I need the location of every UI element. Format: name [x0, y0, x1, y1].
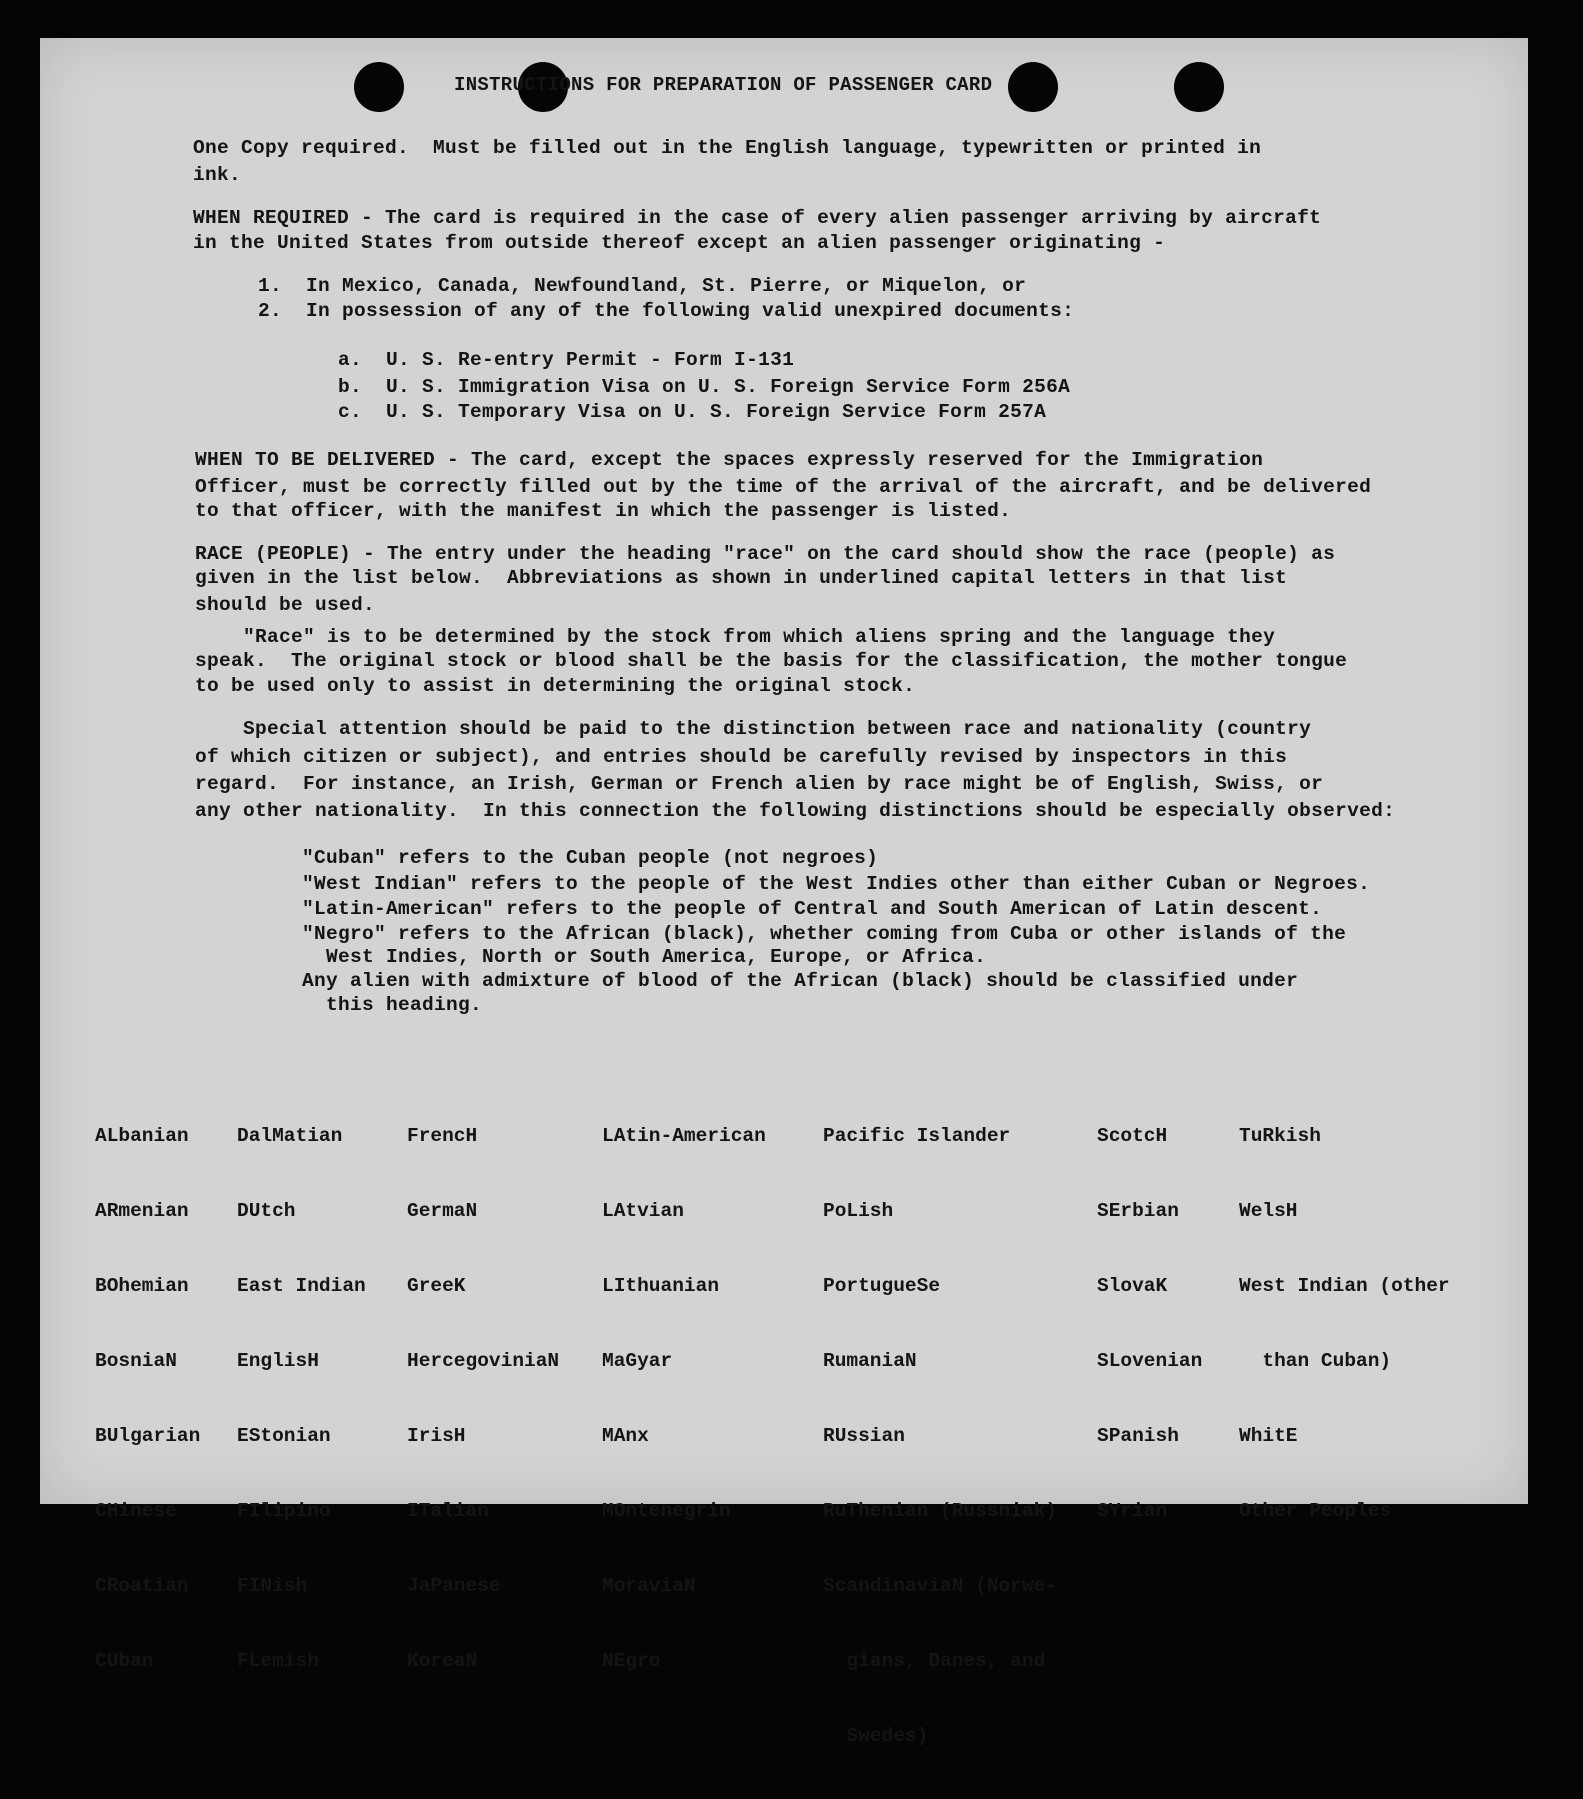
- race-entry: SErbian: [1097, 1200, 1179, 1222]
- race-column: [823, 1074, 1057, 1799]
- special-attention-line: of which citizen or subject), and entries should be carefully revised by inspectors in this: [195, 746, 1288, 768]
- race-entry: MAnx: [602, 1425, 649, 1447]
- race-entry: SLovenian: [1097, 1350, 1203, 1372]
- distinction-line: "West Indian" refers to the people of the West Indies other than either Cuban or Negroes.: [302, 873, 1371, 895]
- distinction-line: West Indies, North or South America, Europe, or Africa.: [302, 946, 987, 968]
- race-entry: KoreaN: [407, 1650, 478, 1672]
- when-delivered-line: WHEN TO BE DELIVERED - The card, except the spaces expressly reserved for the Immigration: [195, 449, 1264, 471]
- race-column: [237, 1074, 366, 1724]
- race-column: [1097, 1074, 1202, 1574]
- race-entry: FIlipino: [237, 1500, 331, 1522]
- punch-hole: [1174, 62, 1224, 112]
- race-entry: BUlgarian: [95, 1425, 201, 1447]
- race-people-line: RACE (PEOPLE) - The entry under the heading "race" on the card should show the race (people) as: [195, 543, 1336, 565]
- race-entry: RUssian: [823, 1425, 905, 1447]
- race-entry: PortugueSe: [823, 1275, 941, 1297]
- race-entry: SlovaK: [1097, 1275, 1168, 1297]
- race-entry: FLemish: [237, 1650, 319, 1672]
- race-entry: West Indian (other: [1239, 1275, 1450, 1297]
- race-people-line: should be used.: [195, 594, 376, 616]
- document-page: [40, 38, 1528, 1747]
- race-entry: WhitE: [1239, 1425, 1298, 1447]
- race-column: [602, 1074, 766, 1724]
- race-entry: MOntenegrin: [602, 1500, 731, 1522]
- race-column: [407, 1074, 559, 1724]
- race-entry: WelsH: [1239, 1200, 1298, 1222]
- special-attention-line: Special attention should be paid to the distinction between race and nationality (country: [195, 718, 1312, 740]
- race-entry: Pacific Islander: [823, 1125, 1011, 1147]
- race-entry: RuThenian (Russniak): [823, 1500, 1058, 1522]
- race-entry: CUban: [95, 1650, 154, 1672]
- intro-line-1: One Copy required. Must be filled out in the English language, typewritten or printed in: [193, 137, 1262, 159]
- race-entry: PoLish: [823, 1200, 894, 1222]
- race-entry: GermaN: [407, 1200, 478, 1222]
- race-definition-line: to be used only to assist in determining the original stock.: [195, 675, 916, 697]
- race-definition-line: "Race" is to be determined by the stock from which aliens spring and the language they: [195, 626, 1276, 648]
- race-entry: CRoatian: [95, 1575, 189, 1597]
- race-entry: BosniaN: [95, 1350, 177, 1372]
- race-entry: SYrian: [1097, 1500, 1168, 1522]
- race-entry: LAtin-American: [602, 1125, 766, 1147]
- race-entry: ALbanian: [95, 1125, 189, 1147]
- race-entry: NEgro: [602, 1650, 661, 1672]
- race-entry: DalMatian: [237, 1125, 343, 1147]
- document-list-item: a. U. S. Re-entry Permit - Form I-131: [338, 349, 795, 371]
- race-entry: CHinese: [95, 1500, 177, 1522]
- race-people-line: given in the list below. Abbreviations as shown in underlined capital letters in that list: [195, 567, 1288, 589]
- when-delivered-line: Officer, must be correctly filled out by the time of the arrival of the aircraft, and be delivered: [195, 476, 1372, 498]
- race-entry: LIthuanian: [602, 1275, 720, 1297]
- distinction-line: "Negro" refers to the African (black), whether coming from Cuba or other islands of the: [302, 923, 1347, 945]
- special-attention-line: regard. For instance, an Irish, German or French alien by race might be of English, Swiss, or: [195, 773, 1324, 795]
- race-entry: Other Peoples: [1239, 1500, 1392, 1522]
- race-entry: IrisH: [407, 1425, 466, 1447]
- race-entry: EStonian: [237, 1425, 331, 1447]
- race-entry: Swedes): [823, 1725, 929, 1747]
- punch-hole: [1008, 62, 1058, 112]
- race-entry: MaGyar: [602, 1350, 673, 1372]
- race-entry: than Cuban): [1239, 1350, 1392, 1372]
- race-entry: East Indian: [237, 1275, 366, 1297]
- distinction-line: Any alien with admixture of blood of the African (black) should be classified under: [302, 970, 1299, 992]
- punch-hole: [354, 62, 404, 112]
- document-title: INSTRUCTIONS FOR PREPARATION OF PASSENGER CARD: [454, 74, 993, 96]
- race-column: [1239, 1074, 1450, 1574]
- intro-line-2: ink.: [193, 164, 242, 186]
- distinction-line: "Latin-American" refers to the people of Central and South American of Latin descent.: [302, 898, 1323, 920]
- distinction-line: this heading.: [302, 994, 483, 1016]
- race-entry: TuRkish: [1239, 1125, 1321, 1147]
- race-entry: JaPanese: [407, 1575, 501, 1597]
- race-entry: ITalian: [407, 1500, 489, 1522]
- document-list-item: b. U. S. Immigration Visa on U. S. Foreign Service Form 256A: [338, 376, 1071, 398]
- when-required-line: WHEN REQUIRED - The card is required in the case of every alien passenger arriving by aircraft: [193, 207, 1322, 229]
- race-entry: ScandinaviaN (Norwe-: [823, 1575, 1058, 1597]
- special-attention-line: any other nationality. In this connection the following distinctions should be especially observed:: [195, 800, 1396, 822]
- race-entry: MoraviaN: [602, 1575, 696, 1597]
- race-entry: HercegoviniaN: [407, 1350, 560, 1372]
- origin-list-item: 1. In Mexico, Canada, Newfoundland, St. Pierre, or Miquelon, or: [258, 275, 1027, 297]
- race-definition-line: speak. The original stock or blood shall be the basis for the classification, the mother tongue: [195, 650, 1348, 672]
- race-entry: ARmenian: [95, 1200, 189, 1222]
- race-entry: SPanish: [1097, 1425, 1179, 1447]
- race-entry: LAtvian: [602, 1200, 684, 1222]
- distinction-line: "Cuban" refers to the Cuban people (not negroes): [302, 847, 879, 869]
- race-entry: gians, Danes, and: [823, 1650, 1046, 1672]
- race-entry: GreeK: [407, 1275, 466, 1297]
- race-column: [95, 1074, 200, 1724]
- race-entry: FINish: [237, 1575, 308, 1597]
- race-entry: BOhemian: [95, 1275, 189, 1297]
- race-entry: EnglisH: [237, 1350, 319, 1372]
- document-list-item: c. U. S. Temporary Visa on U. S. Foreign Service Form 257A: [338, 401, 1047, 423]
- race-entry: ScotcH: [1097, 1125, 1168, 1147]
- when-required-line: in the United States from outside thereof except an alien passenger originating -: [193, 232, 1166, 254]
- when-delivered-line: to that officer, with the manifest in which the passenger is listed.: [195, 500, 1012, 522]
- race-entry: FrencH: [407, 1125, 478, 1147]
- race-entry: RumaniaN: [823, 1350, 917, 1372]
- origin-list-item: 2. In possession of any of the following valid unexpired documents:: [258, 300, 1075, 322]
- race-entry: DUtch: [237, 1200, 296, 1222]
